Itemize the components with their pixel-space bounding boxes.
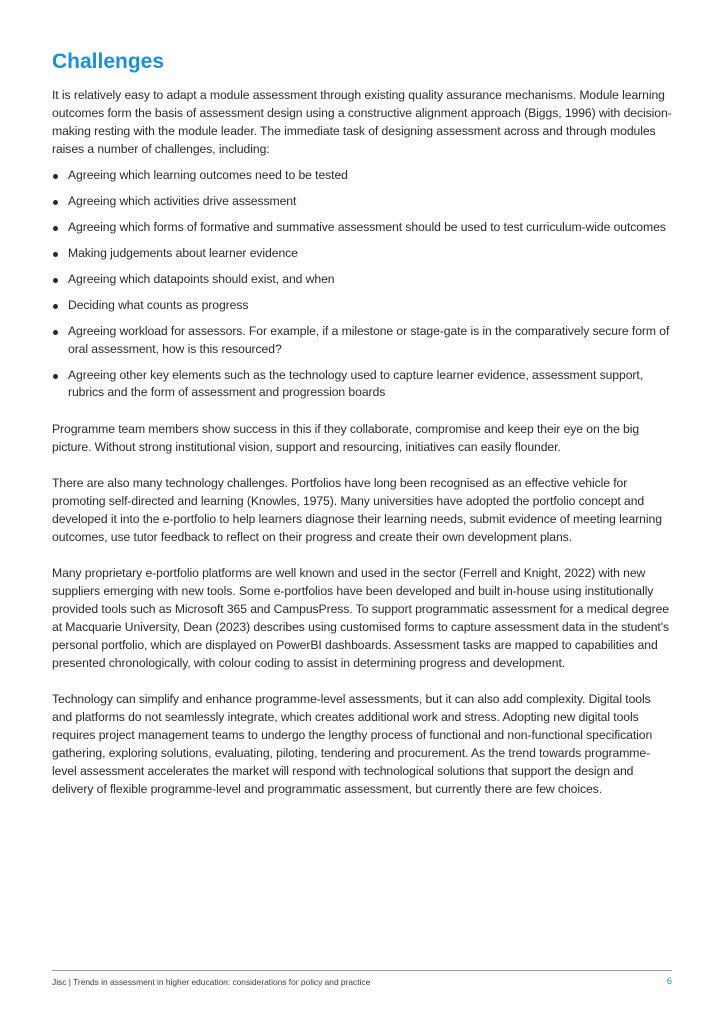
body-paragraph: Many proprietary e-portfolio platforms are well known and used in the sector (Ferrell and Knight, 2022) with new suppliers emerging with new tools. Some e-portfolios have been developed and built in-house using institutionally provided tools such as Microsoft 365 and CampusPress. To support programmatic assessment for a medical degree at Macquarie University, Dean (2023) describes using customised forms to capture assessment data in the student's personal portfolio, which are displayed on PowerBI dashboards. Assessment tasks are mapped to capabilities and presented chronologically, with colour coding to assist in determining progress and development. [52,565,669,670]
bullet-icon [53,200,58,205]
list-item [52,245,672,263]
list-item [52,297,672,315]
body-paragraph: Programme team members show success in this if they collaborate, compromise and keep their eye on the big picture. Without strong institutional vision, support and resourcing, initiatives can easily flounder. [52,421,640,454]
section-heading: Challenges [52,50,165,73]
page-footer [52,970,672,987]
intro-paragraph: It is relatively easy to adapt a module assessment through existing quality assurance mechanisms. Module learning outcomes form the basis of assessment design using a constructive alignment approach (Biggs, 1996) with decision-making resting with the module leader. The immediate task of designing assessment across and through modules raises a number of challenges, including: [52,88,672,156]
list-item [52,271,672,289]
page-number: 6 [666,976,672,987]
list-item-text: Agreeing workload for assessors. For example, if a milestone or stage-gate is in the comparatively secure form of oral assessment, how is this resourced? [68,324,670,356]
bullet-icon [53,278,58,283]
list-item-text: Agreeing which activities drive assessment [68,194,297,208]
list-item-text: Agreeing which learning outcomes need to be tested [68,168,348,182]
bullet-icon [53,174,58,179]
bullet-icon [53,304,58,309]
list-item [52,367,672,402]
list-item-text: Agreeing which forms of formative and summative assessment should be used to test curriculum-wide outcomes [68,220,666,234]
list-item-text: Agreeing which datapoints should exist, and when [68,272,335,286]
body-paragraph: Technology can simplify and enhance programme-level assessments, but it can also add complexity. Digital tools and platforms do not seamlessly integrate, which creates additional work and stress. Adopting new digital tools requires project management teams to undergo the lengthy process of functional and non-functional specification gathering, exploring solutions, evaluating, piloting, tendering and procurement. As the trend towards programme-level assessment accelerates the market will respond with technological solutions that support the design and delivery of flexible programme-level and programmatic assessment, but currently there are few choices. [52,691,653,796]
bullet-icon [53,330,58,335]
list-item-text: Deciding what counts as progress [68,298,249,312]
page-content [52,48,672,798]
list-item [52,323,672,358]
bullet-icon [53,226,58,231]
bullet-icon [53,252,58,257]
challenges-list [52,167,672,402]
list-item [52,167,672,185]
list-item [52,193,672,211]
list-item-text: Agreeing other key elements such as the technology used to capture learner evidence, assessment support, rubrics and the form of assessment and progression boards [68,367,643,399]
bullet-icon [53,374,58,379]
list-item [52,219,672,237]
body-paragraph: There are also many technology challenges. Portfolios have long been recognised as an effective vehicle for promoting self-directed and learning (Knowles, 1975). Many universities have adopted the portfolio concept and developed it into the e-portfolio to help learners diagnose their learning needs, submit evidence of meeting learning outcomes, use tutor feedback to reflect on their progress and create their own development plans. [52,475,662,544]
list-item-text: Making judgements about learner evidence [68,246,298,260]
footer-text: Jisc | Trends in assessment in higher education: considerations for policy and practice [52,977,371,987]
